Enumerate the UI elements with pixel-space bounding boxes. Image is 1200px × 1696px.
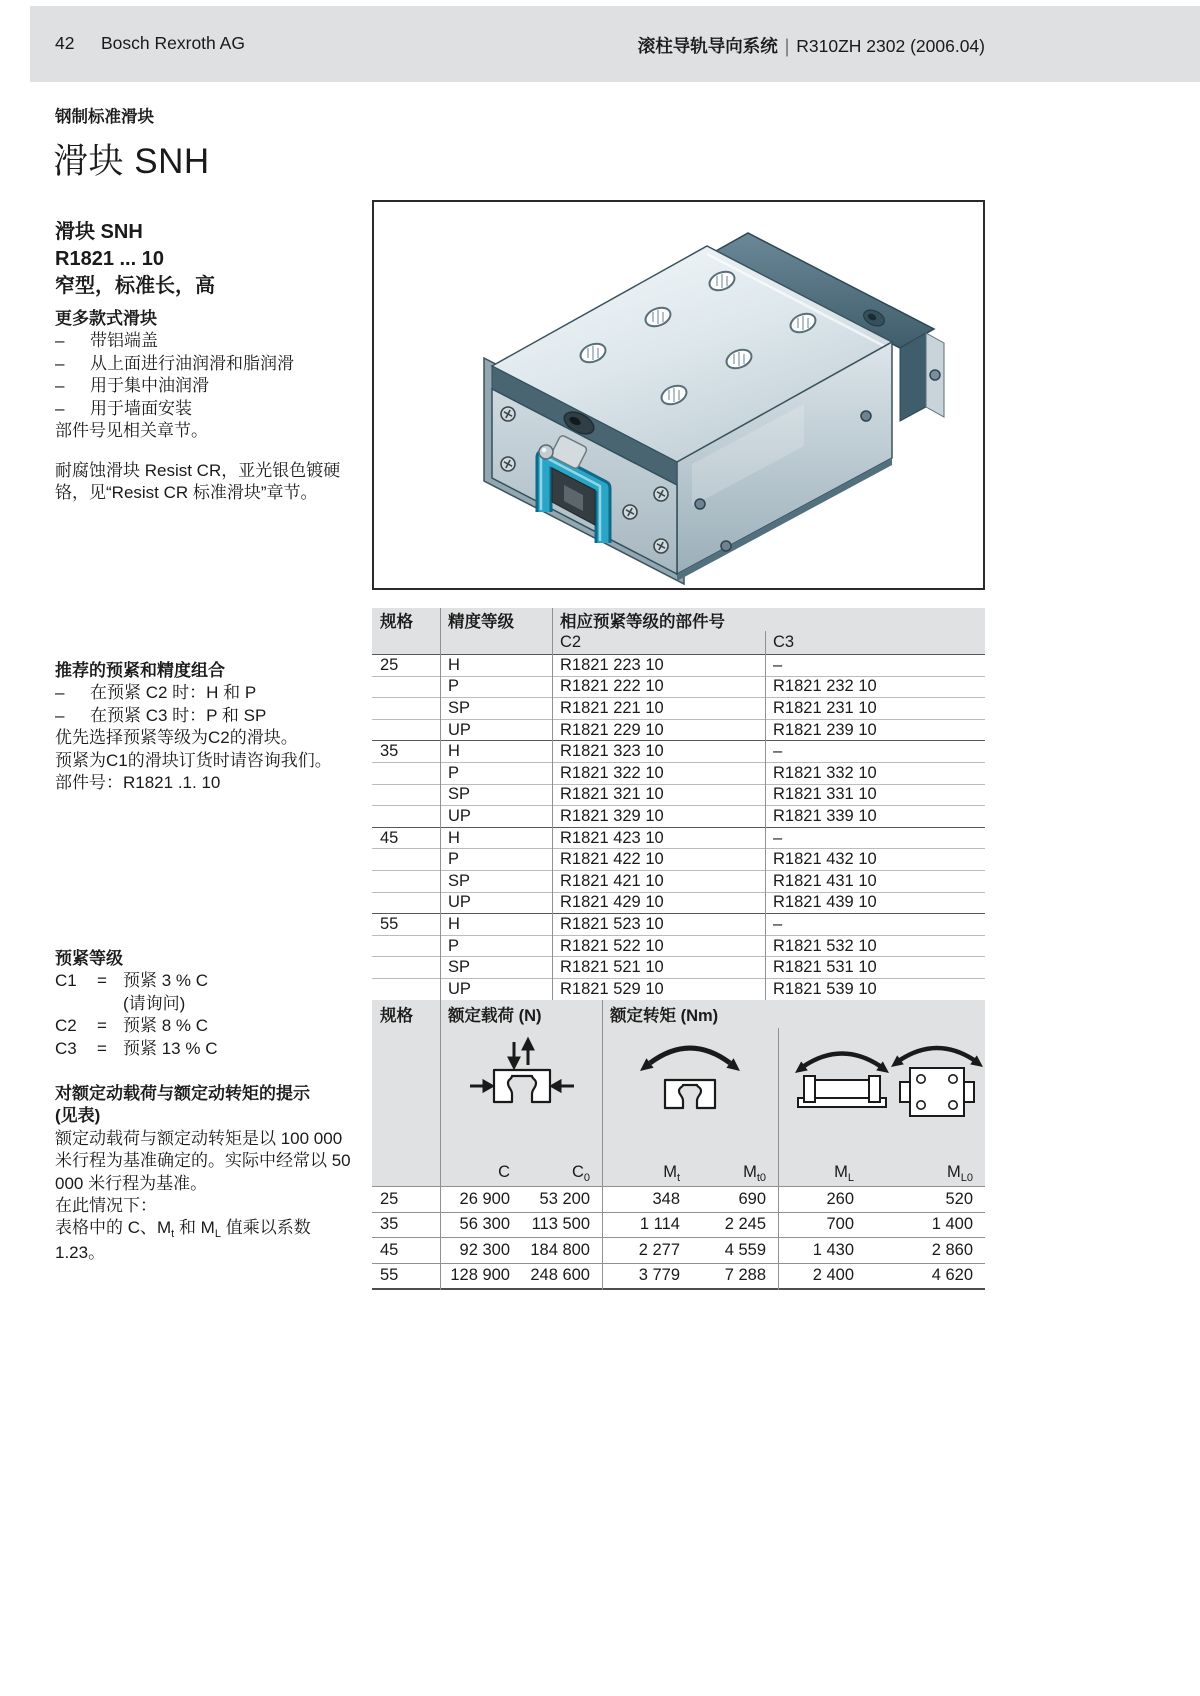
c2-part-cell: R1821 423 10 bbox=[560, 828, 664, 847]
precision-cell: H bbox=[448, 655, 460, 674]
part-table-row bbox=[372, 697, 985, 719]
recommendation-note: 预紧为C1的滑块订货时请咨询我们。 bbox=[55, 750, 332, 770]
c2-part-cell: R1821 429 10 bbox=[560, 893, 664, 912]
part-table-row bbox=[372, 978, 985, 1000]
column-divider bbox=[778, 1028, 779, 1290]
preload-recommendation-block bbox=[55, 660, 367, 794]
c2-part-cell: R1821 523 10 bbox=[560, 914, 664, 933]
size-cell: 25 bbox=[380, 655, 399, 674]
size-cell: 35 bbox=[380, 1215, 399, 1234]
precision-cell: SP bbox=[448, 785, 471, 804]
part-table-row bbox=[372, 719, 985, 741]
part-table-row bbox=[372, 935, 985, 957]
value-cell: 92 300 bbox=[459, 1240, 510, 1259]
product-subtitle bbox=[55, 219, 215, 300]
column-symbol bbox=[440, 1163, 522, 1186]
value-cell: 26 900 bbox=[459, 1189, 510, 1208]
value-cell: 184 800 bbox=[530, 1240, 590, 1259]
part-table-row bbox=[372, 784, 985, 806]
list-item bbox=[55, 353, 367, 375]
part-table-header bbox=[372, 608, 985, 654]
list-item bbox=[55, 705, 367, 727]
more-versions-note: 部件号见相关章节。 bbox=[55, 421, 208, 441]
column-divider bbox=[602, 1000, 603, 1290]
c3-part-cell: R1821 232 10 bbox=[773, 677, 877, 696]
value-cell: 2 277 bbox=[638, 1240, 680, 1259]
precision-cell: SP bbox=[448, 698, 471, 717]
c3-part-cell: – bbox=[773, 914, 783, 933]
equals-sign: = bbox=[97, 1016, 107, 1036]
c2-part-cell: R1821 222 10 bbox=[560, 677, 664, 696]
size-cell: 35 bbox=[380, 742, 399, 761]
c3-part-cell: R1821 532 10 bbox=[773, 936, 877, 955]
precision-cell: UP bbox=[448, 979, 471, 998]
c3-part-cell: R1821 431 10 bbox=[773, 871, 877, 890]
document-number: R310ZH 2302 (2006.04) bbox=[796, 36, 985, 56]
recommendation-note: 部件号：R1821 .1. 10 bbox=[55, 773, 221, 793]
resist-cr-note bbox=[55, 460, 367, 505]
symbol-base: C bbox=[498, 1163, 510, 1181]
list-item-text: 带铝端盖 bbox=[90, 331, 158, 351]
symbol-subscript: L bbox=[847, 1171, 854, 1184]
more-versions-title: 更多款式滑块 bbox=[55, 309, 157, 328]
value-cell: 7 288 bbox=[724, 1266, 766, 1285]
dash-bullet: – bbox=[55, 353, 65, 373]
subscript: L bbox=[214, 1227, 221, 1240]
class-desc: 预紧 3 % C bbox=[123, 971, 209, 991]
list-item-text: 用于集中油润滑 bbox=[90, 376, 209, 396]
c3-part-cell: – bbox=[773, 742, 783, 761]
precision-cell: SP bbox=[448, 871, 471, 890]
c2-part-cell: R1821 229 10 bbox=[560, 720, 664, 739]
side-screw-icon bbox=[861, 411, 871, 421]
precision-cell: UP bbox=[448, 806, 471, 825]
c3-part-cell: R1821 531 10 bbox=[773, 958, 877, 977]
value-cell: 2 400 bbox=[812, 1266, 854, 1285]
load-table-body bbox=[372, 1186, 985, 1290]
part-table-row bbox=[372, 805, 985, 827]
load-table-subheader bbox=[372, 1159, 985, 1186]
list-item-text: 在预紧 C3 时：P 和 SP bbox=[90, 705, 267, 725]
column-symbol bbox=[692, 1163, 778, 1186]
column-divider bbox=[765, 631, 766, 1002]
page-number: 42 bbox=[55, 33, 75, 53]
value-cell: 1 114 bbox=[639, 1215, 680, 1234]
value-cell: 128 900 bbox=[450, 1266, 510, 1285]
preload-classes-block bbox=[55, 948, 367, 1060]
load-rating-table bbox=[372, 1000, 985, 1290]
c3-part-cell: R1821 439 10 bbox=[773, 893, 877, 912]
guide-rail-end bbox=[900, 333, 926, 421]
part-number-table-body bbox=[372, 654, 985, 1002]
part-table-row bbox=[372, 848, 985, 870]
part-table-row bbox=[372, 740, 985, 762]
header-divider: | bbox=[784, 34, 790, 57]
preload-class-row bbox=[55, 970, 367, 992]
part-table-row bbox=[372, 956, 985, 978]
c3-part-cell: R1821 539 10 bbox=[773, 979, 877, 998]
recommendation-note: 优先选择预紧等级为C2的滑块。 bbox=[55, 728, 298, 748]
value-cell: 1 430 bbox=[812, 1240, 854, 1259]
c2-part-cell: R1821 321 10 bbox=[560, 785, 664, 804]
subscript: t bbox=[171, 1227, 175, 1240]
symbol-subscript: t0 bbox=[756, 1171, 766, 1184]
precision-cell: SP bbox=[448, 958, 471, 977]
cap-screw-icon bbox=[654, 487, 668, 501]
list-item-text: 从上面进行油润滑和脂润滑 bbox=[90, 353, 294, 373]
part-table-row bbox=[372, 892, 985, 914]
list-item-text: 用于墙面安装 bbox=[90, 398, 192, 418]
value-cell: 690 bbox=[738, 1189, 766, 1208]
symbol-subscript: t bbox=[676, 1171, 680, 1184]
class-code: C3 bbox=[55, 1038, 77, 1058]
dash-bullet: – bbox=[55, 376, 65, 396]
size-cell: 25 bbox=[380, 1189, 399, 1208]
page-title: 滑块 SNH bbox=[53, 142, 210, 181]
runner-block-illustration bbox=[374, 202, 983, 588]
load-column-header: 额定载荷 (N) bbox=[448, 1007, 542, 1025]
partno-column-header: 相应预紧等级的部件号 bbox=[560, 613, 725, 631]
precision-cell: P bbox=[448, 763, 460, 782]
part-table-row bbox=[372, 762, 985, 784]
factor-line bbox=[55, 1217, 367, 1241]
size-cell: 45 bbox=[380, 828, 399, 847]
precision-cell: P bbox=[448, 936, 460, 955]
factor-value: 1.23。 bbox=[55, 1242, 106, 1262]
c2-part-cell: R1821 421 10 bbox=[560, 871, 664, 890]
grease-nipple-icon bbox=[539, 445, 553, 459]
value-cell: 348 bbox=[652, 1189, 680, 1208]
precision-cell: H bbox=[448, 742, 460, 761]
equals-sign: = bbox=[97, 971, 107, 991]
section-label: 钢制标准滑块 bbox=[55, 108, 154, 126]
load-table-row bbox=[372, 1186, 985, 1212]
value-cell: 260 bbox=[826, 1189, 854, 1208]
column-symbol bbox=[522, 1163, 602, 1186]
precision-column-header: 精度等级 bbox=[448, 613, 514, 631]
value-cell: 53 200 bbox=[539, 1189, 590, 1208]
c2-part-cell: R1821 221 10 bbox=[560, 698, 664, 717]
header-right bbox=[638, 33, 985, 58]
c2-part-cell: R1821 323 10 bbox=[560, 742, 664, 761]
load-table-row bbox=[372, 1212, 985, 1238]
c3-part-cell: – bbox=[773, 828, 783, 847]
column-symbol bbox=[778, 1163, 866, 1186]
list-item-text: 在预紧 C2 时：H 和 P bbox=[90, 683, 257, 703]
c3-part-cell: R1821 339 10 bbox=[773, 806, 877, 825]
factor-part: 和 M bbox=[174, 1218, 215, 1238]
grease-nipple-shine bbox=[542, 448, 547, 453]
precision-cell: P bbox=[448, 677, 460, 696]
symbol-base: C bbox=[571, 1163, 584, 1181]
more-versions-block bbox=[55, 308, 367, 442]
c2-part-cell: R1821 422 10 bbox=[560, 850, 664, 869]
size-cell: 55 bbox=[380, 1266, 399, 1285]
cap-screw-icon bbox=[623, 505, 637, 519]
resist-line: 耐腐蚀滑块 Resist CR，亚光银色镀硬 bbox=[55, 461, 341, 480]
load-note-subtitle: (见表) bbox=[55, 1106, 101, 1126]
list-item bbox=[55, 330, 367, 352]
symbol-base: M bbox=[743, 1163, 757, 1181]
c2-part-cell: R1821 329 10 bbox=[560, 806, 664, 825]
value-cell: 56 300 bbox=[459, 1215, 510, 1234]
symbol-base: M bbox=[947, 1163, 961, 1181]
value-cell: 4 620 bbox=[931, 1266, 973, 1285]
c3-column-header: C3 bbox=[773, 633, 795, 651]
product-name: 滑块 SNH bbox=[55, 221, 143, 243]
c3-part-cell: R1821 239 10 bbox=[773, 720, 877, 739]
preload-class-row bbox=[55, 1038, 367, 1060]
c2-part-cell: R1821 223 10 bbox=[560, 655, 664, 674]
radial-load-arrows-icon bbox=[462, 1034, 582, 1130]
list-item bbox=[55, 398, 367, 420]
precision-cell: P bbox=[448, 850, 460, 869]
equals-sign: = bbox=[97, 1038, 107, 1058]
list-item bbox=[55, 682, 367, 704]
value-cell: 113 500 bbox=[531, 1215, 590, 1234]
column-divider bbox=[440, 608, 441, 1002]
dash-bullet: – bbox=[55, 398, 65, 418]
system-name: 滚柱导轨导向系统 bbox=[637, 36, 778, 56]
part-number-table bbox=[372, 608, 985, 1002]
load-table-row bbox=[372, 1263, 985, 1289]
cap-screw-icon bbox=[654, 539, 668, 553]
c3-part-cell: R1821 231 10 bbox=[773, 698, 877, 717]
column-symbol bbox=[602, 1163, 692, 1186]
value-cell: 3 779 bbox=[638, 1266, 680, 1285]
rail-screw-icon bbox=[930, 370, 940, 380]
part-table-row bbox=[372, 827, 985, 849]
class-code: C1 bbox=[55, 971, 77, 991]
load-note-line: 000 米行程为基准。 bbox=[55, 1173, 208, 1193]
c3-part-cell: – bbox=[773, 655, 783, 674]
symbol-base: M bbox=[663, 1163, 677, 1181]
precision-cell: UP bbox=[448, 720, 471, 739]
c2-part-cell: R1821 522 10 bbox=[560, 936, 664, 955]
preload-classes-title: 预紧等级 bbox=[55, 949, 123, 968]
load-table-row bbox=[372, 1237, 985, 1263]
part-table-row bbox=[372, 676, 985, 698]
precision-cell: H bbox=[448, 828, 460, 847]
size-column-header: 规格 bbox=[380, 1007, 413, 1025]
column-divider bbox=[440, 1000, 441, 1290]
column-divider bbox=[552, 608, 553, 1002]
preload-class-note: (请询问) bbox=[123, 993, 186, 1013]
c2-part-cell: R1821 529 10 bbox=[560, 979, 664, 998]
list-item bbox=[55, 375, 367, 397]
part-series: R1821 ... 10 bbox=[55, 248, 164, 270]
value-cell: 520 bbox=[945, 1189, 973, 1208]
value-cell: 248 600 bbox=[530, 1266, 590, 1285]
size-cell: 55 bbox=[380, 914, 399, 933]
load-note-line: 米行程为基准确定的。实际中经常以 50 bbox=[55, 1151, 351, 1171]
symbol-base: M bbox=[834, 1163, 848, 1181]
company-name: Bosch Rexroth AG bbox=[101, 33, 245, 53]
torque-column-header: 额定转矩 (Nm) bbox=[610, 1007, 719, 1025]
cap-screw-icon bbox=[501, 407, 515, 421]
factor-part: 值乘以系数 bbox=[220, 1218, 311, 1238]
dash-bullet: – bbox=[55, 683, 65, 703]
c3-part-cell: R1821 432 10 bbox=[773, 850, 877, 869]
class-desc: 预紧 13 % C bbox=[123, 1038, 218, 1058]
factor-part: 表格中的 C、M bbox=[55, 1218, 172, 1238]
precision-cell: UP bbox=[448, 893, 471, 912]
load-note-line: 额定动载荷与额定动转矩是以 100 000 bbox=[55, 1128, 343, 1148]
symbol-subscript: 0 bbox=[583, 1171, 590, 1184]
column-symbol bbox=[866, 1163, 985, 1186]
symbol-subscript: L0 bbox=[960, 1171, 973, 1184]
class-code: C2 bbox=[55, 1016, 77, 1036]
class-desc: 预紧 8 % C bbox=[123, 1016, 209, 1036]
value-cell: 4 559 bbox=[724, 1240, 766, 1259]
part-table-row bbox=[372, 870, 985, 892]
dash-bullet: – bbox=[55, 331, 65, 351]
empty-cell bbox=[372, 1182, 440, 1186]
preload-class-row bbox=[55, 1015, 367, 1037]
c2-part-cell: R1821 521 10 bbox=[560, 958, 664, 977]
value-cell: 2 860 bbox=[931, 1240, 973, 1259]
recommendation-title: 推荐的预紧和精度组合 bbox=[55, 661, 225, 680]
value-cell: 2 245 bbox=[724, 1215, 766, 1234]
load-note-title: 对额定动载荷与额定动转矩的提示 bbox=[55, 1084, 310, 1103]
side-screw-icon bbox=[721, 541, 731, 551]
value-cell: 1 400 bbox=[931, 1215, 973, 1234]
load-rating-note-block bbox=[55, 1083, 367, 1264]
load-table-header bbox=[372, 1000, 985, 1186]
cap-screw-icon bbox=[501, 457, 515, 471]
side-screw-icon bbox=[695, 499, 705, 509]
product-image-frame bbox=[372, 200, 985, 590]
c2-column-header: C2 bbox=[560, 633, 582, 651]
torque-mt-icon bbox=[625, 1030, 755, 1130]
precision-cell: H bbox=[448, 914, 460, 933]
size-column-header: 规格 bbox=[380, 613, 413, 631]
c3-part-cell: R1821 331 10 bbox=[773, 785, 877, 804]
torque-ml0-icon bbox=[882, 1030, 992, 1130]
part-table-row bbox=[372, 654, 985, 676]
variant-description: 窄型，标准长，高 bbox=[55, 275, 215, 297]
dash-bullet: – bbox=[55, 705, 65, 725]
load-note-line: 在此情况下： bbox=[55, 1196, 157, 1216]
resist-line: 铬，见“Resist CR 标准滑块”章节。 bbox=[55, 483, 318, 503]
value-cell: 700 bbox=[826, 1215, 854, 1234]
c3-part-cell: R1821 332 10 bbox=[773, 763, 877, 782]
size-cell: 45 bbox=[380, 1240, 399, 1259]
part-table-row bbox=[372, 913, 985, 935]
c2-part-cell: R1821 322 10 bbox=[560, 763, 664, 782]
